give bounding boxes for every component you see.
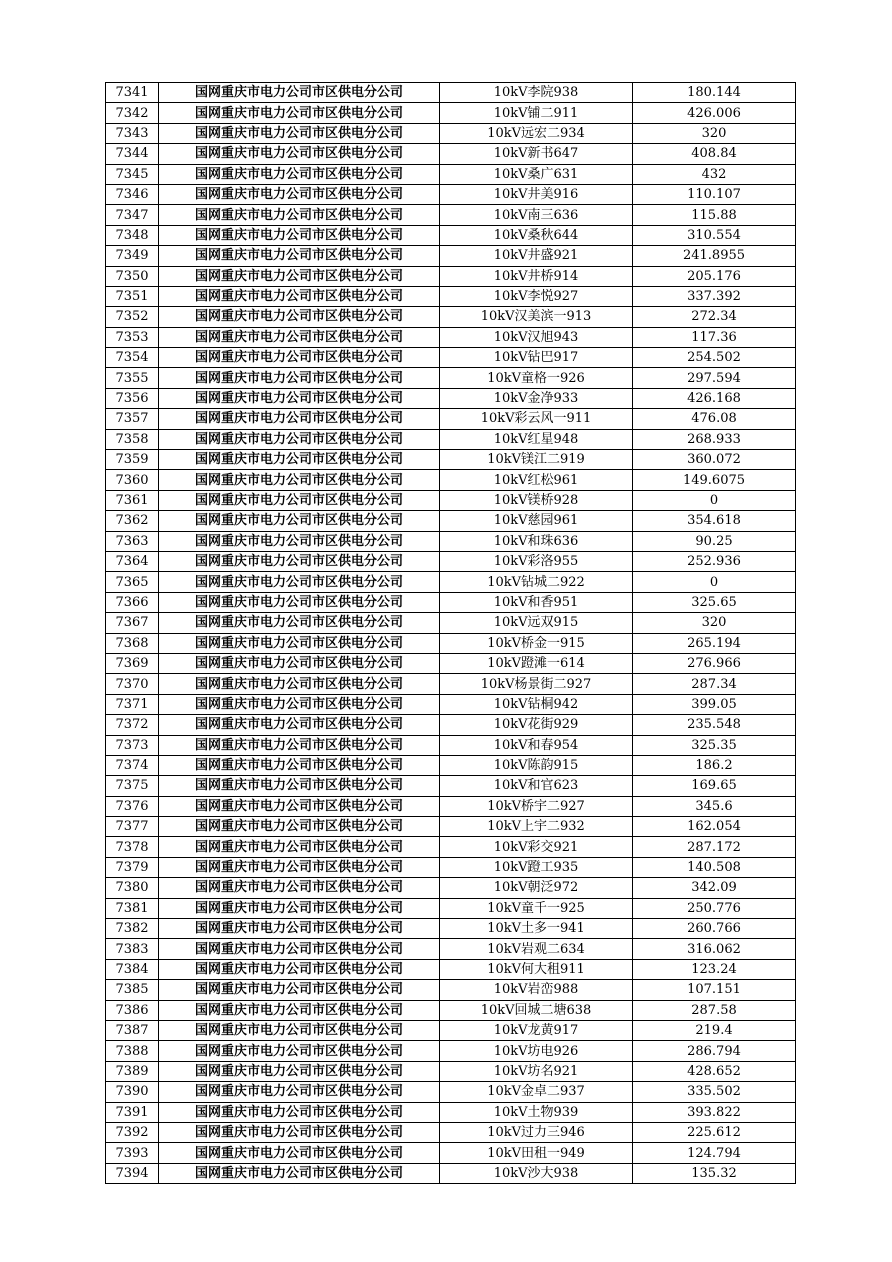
- company-cell: 国网重庆市电力公司市区供电分公司: [159, 898, 440, 918]
- line-cell: 10kV新书647: [440, 144, 633, 164]
- table-row: [106, 878, 796, 898]
- line-cell: 10kV土物939: [440, 1102, 633, 1122]
- value-cell: 337.392: [633, 286, 796, 306]
- table-row: [106, 592, 796, 612]
- table-row: [106, 144, 796, 164]
- row-id: 7358: [106, 429, 159, 449]
- company-cell: 国网重庆市电力公司市区供电分公司: [159, 776, 440, 796]
- row-id: 7365: [106, 572, 159, 592]
- row-id: 7362: [106, 511, 159, 531]
- row-id: 7389: [106, 1061, 159, 1081]
- value-cell: 110.107: [633, 184, 796, 204]
- company-cell: 国网重庆市电力公司市区供电分公司: [159, 1102, 440, 1122]
- value-cell: 268.933: [633, 429, 796, 449]
- row-id: 7384: [106, 959, 159, 979]
- table-row: [106, 531, 796, 551]
- company-cell: 国网重庆市电力公司市区供电分公司: [159, 450, 440, 470]
- line-cell: 10kV远双915: [440, 613, 633, 633]
- table-row: [106, 898, 796, 918]
- company-cell: 国网重庆市电力公司市区供电分公司: [159, 694, 440, 714]
- row-id: 7388: [106, 1041, 159, 1061]
- value-cell: 90.25: [633, 531, 796, 551]
- line-cell: 10kV回城二塘638: [440, 1000, 633, 1020]
- company-cell: 国网重庆市电力公司市区供电分公司: [159, 1020, 440, 1040]
- line-cell: 10kV杨景街二927: [440, 674, 633, 694]
- table-row: [106, 1143, 796, 1163]
- table-row: [106, 511, 796, 531]
- value-cell: 393.822: [633, 1102, 796, 1122]
- line-cell: 10kV桑秋644: [440, 225, 633, 245]
- table-row: [106, 368, 796, 388]
- row-id: 7370: [106, 674, 159, 694]
- table-row: [106, 776, 796, 796]
- line-cell: 10kV和香951: [440, 592, 633, 612]
- company-cell: 国网重庆市电力公司市区供电分公司: [159, 1041, 440, 1061]
- table-row: [106, 1061, 796, 1081]
- row-id: 7349: [106, 246, 159, 266]
- company-cell: 国网重庆市电力公司市区供电分公司: [159, 83, 440, 103]
- line-cell: 10kV红松961: [440, 470, 633, 490]
- row-id: 7359: [106, 450, 159, 470]
- table-row: [106, 103, 796, 123]
- line-cell: 10kV桑广631: [440, 164, 633, 184]
- line-cell: 10kV和珠636: [440, 531, 633, 551]
- table-body: [106, 83, 796, 1184]
- table-row: [106, 348, 796, 368]
- table-row: [106, 939, 796, 959]
- row-id: 7343: [106, 123, 159, 143]
- company-cell: 国网重庆市电力公司市区供电分公司: [159, 348, 440, 368]
- line-cell: 10kV岩峦988: [440, 980, 633, 1000]
- table-row: [106, 572, 796, 592]
- value-cell: 399.05: [633, 694, 796, 714]
- company-cell: 国网重庆市电力公司市区供电分公司: [159, 1061, 440, 1081]
- table-row: [106, 1082, 796, 1102]
- row-id: 7386: [106, 1000, 159, 1020]
- value-cell: 123.24: [633, 959, 796, 979]
- value-cell: 287.172: [633, 837, 796, 857]
- line-cell: 10kV李院938: [440, 83, 633, 103]
- value-cell: 428.652: [633, 1061, 796, 1081]
- table-row: [106, 551, 796, 571]
- line-cell: 10kV镁桥928: [440, 490, 633, 510]
- company-cell: 国网重庆市电力公司市区供电分公司: [159, 572, 440, 592]
- table-row: [106, 1122, 796, 1142]
- line-cell: 10kV钻巴917: [440, 348, 633, 368]
- company-cell: 国网重庆市电力公司市区供电分公司: [159, 490, 440, 510]
- company-cell: 国网重庆市电力公司市区供电分公司: [159, 980, 440, 1000]
- line-cell: 10kV彩交921: [440, 837, 633, 857]
- value-cell: 0: [633, 490, 796, 510]
- table-row: [106, 837, 796, 857]
- row-id: 7345: [106, 164, 159, 184]
- table-row: [106, 83, 796, 103]
- value-cell: 310.554: [633, 225, 796, 245]
- power-line-table-wrap: [105, 82, 787, 1184]
- table-row: [106, 246, 796, 266]
- value-cell: 149.6075: [633, 470, 796, 490]
- line-cell: 10kV桥宇二927: [440, 796, 633, 816]
- row-id: 7357: [106, 409, 159, 429]
- line-cell: 10kV和春954: [440, 735, 633, 755]
- company-cell: 国网重庆市电力公司市区供电分公司: [159, 368, 440, 388]
- line-cell: 10kV铺二911: [440, 103, 633, 123]
- table-row: [106, 959, 796, 979]
- row-id: 7382: [106, 919, 159, 939]
- company-cell: 国网重庆市电力公司市区供电分公司: [159, 429, 440, 449]
- company-cell: 国网重庆市电力公司市区供电分公司: [159, 327, 440, 347]
- row-id: 7347: [106, 205, 159, 225]
- value-cell: 320: [633, 123, 796, 143]
- line-cell: 10kV彩洛955: [440, 551, 633, 571]
- table-row: [106, 715, 796, 735]
- row-id: 7351: [106, 286, 159, 306]
- company-cell: 国网重庆市电力公司市区供电分公司: [159, 123, 440, 143]
- value-cell: 107.151: [633, 980, 796, 1000]
- line-cell: 10kV沙大938: [440, 1163, 633, 1183]
- line-cell: 10kV坊名921: [440, 1061, 633, 1081]
- company-cell: 国网重庆市电力公司市区供电分公司: [159, 857, 440, 877]
- row-id: 7361: [106, 490, 159, 510]
- row-id: 7353: [106, 327, 159, 347]
- company-cell: 国网重庆市电力公司市区供电分公司: [159, 225, 440, 245]
- value-cell: 135.32: [633, 1163, 796, 1183]
- row-id: 7381: [106, 898, 159, 918]
- line-cell: 10kV何大租911: [440, 959, 633, 979]
- value-cell: 265.194: [633, 633, 796, 653]
- value-cell: 252.936: [633, 551, 796, 571]
- table-row: [106, 429, 796, 449]
- value-cell: 186.2: [633, 755, 796, 775]
- line-cell: 10kV陈韵915: [440, 755, 633, 775]
- line-cell: 10kV远宏二934: [440, 123, 633, 143]
- line-cell: 10kV金净933: [440, 388, 633, 408]
- table-row: [106, 1020, 796, 1040]
- row-id: 7377: [106, 817, 159, 837]
- company-cell: 国网重庆市电力公司市区供电分公司: [159, 1163, 440, 1183]
- row-id: 7392: [106, 1122, 159, 1142]
- row-id: 7350: [106, 266, 159, 286]
- table-row: [106, 817, 796, 837]
- row-id: 7367: [106, 613, 159, 633]
- row-id: 7385: [106, 980, 159, 1000]
- line-cell: 10kV朝泛972: [440, 878, 633, 898]
- value-cell: 426.168: [633, 388, 796, 408]
- table-row: [106, 653, 796, 673]
- company-cell: 国网重庆市电力公司市区供电分公司: [159, 653, 440, 673]
- row-id: 7391: [106, 1102, 159, 1122]
- table-row: [106, 694, 796, 714]
- row-id: 7369: [106, 653, 159, 673]
- value-cell: 286.794: [633, 1041, 796, 1061]
- company-cell: 国网重庆市电力公司市区供电分公司: [159, 205, 440, 225]
- row-id: 7373: [106, 735, 159, 755]
- company-cell: 国网重庆市电力公司市区供电分公司: [159, 817, 440, 837]
- row-id: 7352: [106, 307, 159, 327]
- line-cell: 10kV坊电926: [440, 1041, 633, 1061]
- table-row: [106, 388, 796, 408]
- row-id: 7371: [106, 694, 159, 714]
- company-cell: 国网重庆市电力公司市区供电分公司: [159, 674, 440, 694]
- line-cell: 10kV过力三946: [440, 1122, 633, 1142]
- table-row: [106, 613, 796, 633]
- line-cell: 10kV慈园961: [440, 511, 633, 531]
- table-row: [106, 1000, 796, 1020]
- value-cell: 225.612: [633, 1122, 796, 1142]
- row-id: 7344: [106, 144, 159, 164]
- row-id: 7354: [106, 348, 159, 368]
- table-row: [106, 123, 796, 143]
- row-id: 7342: [106, 103, 159, 123]
- company-cell: 国网重庆市电力公司市区供电分公司: [159, 919, 440, 939]
- row-id: 7374: [106, 755, 159, 775]
- line-cell: 10kV钻桐942: [440, 694, 633, 714]
- line-cell: 10kV土多一941: [440, 919, 633, 939]
- line-cell: 10kV田租一949: [440, 1143, 633, 1163]
- line-cell: 10kV李悦927: [440, 286, 633, 306]
- company-cell: 国网重庆市电力公司市区供电分公司: [159, 735, 440, 755]
- value-cell: 325.65: [633, 592, 796, 612]
- table-row: [106, 225, 796, 245]
- value-cell: 162.054: [633, 817, 796, 837]
- value-cell: 124.794: [633, 1143, 796, 1163]
- value-cell: 476.08: [633, 409, 796, 429]
- value-cell: 408.84: [633, 144, 796, 164]
- table-row: [106, 409, 796, 429]
- line-cell: 10kV井美916: [440, 184, 633, 204]
- value-cell: 287.58: [633, 1000, 796, 1020]
- value-cell: 169.65: [633, 776, 796, 796]
- row-id: 7363: [106, 531, 159, 551]
- table-row: [106, 327, 796, 347]
- value-cell: 325.35: [633, 735, 796, 755]
- table-row: [106, 755, 796, 775]
- table-row: [106, 164, 796, 184]
- company-cell: 国网重庆市电力公司市区供电分公司: [159, 613, 440, 633]
- row-id: 7348: [106, 225, 159, 245]
- value-cell: 260.766: [633, 919, 796, 939]
- row-id: 7360: [106, 470, 159, 490]
- line-cell: 10kV金卓二937: [440, 1082, 633, 1102]
- table-row: [106, 980, 796, 1000]
- value-cell: 272.34: [633, 307, 796, 327]
- value-cell: 287.34: [633, 674, 796, 694]
- line-cell: 10kV南三636: [440, 205, 633, 225]
- row-id: 7383: [106, 939, 159, 959]
- value-cell: 241.8955: [633, 246, 796, 266]
- company-cell: 国网重庆市电力公司市区供电分公司: [159, 388, 440, 408]
- value-cell: 320: [633, 613, 796, 633]
- row-id: 7364: [106, 551, 159, 571]
- table-row: [106, 919, 796, 939]
- line-cell: 10kV和官623: [440, 776, 633, 796]
- table-row: [106, 286, 796, 306]
- value-cell: 219.4: [633, 1020, 796, 1040]
- row-id: 7356: [106, 388, 159, 408]
- row-id: 7355: [106, 368, 159, 388]
- row-id: 7376: [106, 796, 159, 816]
- table-row: [106, 490, 796, 510]
- value-cell: 342.09: [633, 878, 796, 898]
- row-id: 7380: [106, 878, 159, 898]
- value-cell: 117.36: [633, 327, 796, 347]
- line-cell: 10kV童千一925: [440, 898, 633, 918]
- row-id: 7394: [106, 1163, 159, 1183]
- company-cell: 国网重庆市电力公司市区供电分公司: [159, 959, 440, 979]
- company-cell: 国网重庆市电力公司市区供电分公司: [159, 715, 440, 735]
- table-row: [106, 307, 796, 327]
- company-cell: 国网重庆市电力公司市区供电分公司: [159, 144, 440, 164]
- table-row: [106, 205, 796, 225]
- table-row: [106, 266, 796, 286]
- value-cell: 297.594: [633, 368, 796, 388]
- line-cell: 10kV镁江二919: [440, 450, 633, 470]
- row-id: 7368: [106, 633, 159, 653]
- company-cell: 国网重庆市电力公司市区供电分公司: [159, 939, 440, 959]
- value-cell: 115.88: [633, 205, 796, 225]
- value-cell: 360.072: [633, 450, 796, 470]
- value-cell: 250.776: [633, 898, 796, 918]
- company-cell: 国网重庆市电力公司市区供电分公司: [159, 837, 440, 857]
- company-cell: 国网重庆市电力公司市区供电分公司: [159, 286, 440, 306]
- line-cell: 10kV钻城二922: [440, 572, 633, 592]
- company-cell: 国网重庆市电力公司市区供电分公司: [159, 103, 440, 123]
- company-cell: 国网重庆市电力公司市区供电分公司: [159, 531, 440, 551]
- company-cell: 国网重庆市电力公司市区供电分公司: [159, 1000, 440, 1020]
- line-cell: 10kV红星948: [440, 429, 633, 449]
- value-cell: 140.508: [633, 857, 796, 877]
- row-id: 7366: [106, 592, 159, 612]
- value-cell: 205.176: [633, 266, 796, 286]
- company-cell: 国网重庆市电力公司市区供电分公司: [159, 796, 440, 816]
- company-cell: 国网重庆市电力公司市区供电分公司: [159, 878, 440, 898]
- value-cell: 235.548: [633, 715, 796, 735]
- company-cell: 国网重庆市电力公司市区供电分公司: [159, 266, 440, 286]
- value-cell: 345.6: [633, 796, 796, 816]
- table-row: [106, 857, 796, 877]
- table-row: [106, 450, 796, 470]
- table-row: [106, 1041, 796, 1061]
- row-id: 7379: [106, 857, 159, 877]
- line-cell: 10kV花街929: [440, 715, 633, 735]
- value-cell: 316.062: [633, 939, 796, 959]
- value-cell: 0: [633, 572, 796, 592]
- table-row: [106, 470, 796, 490]
- company-cell: 国网重庆市电力公司市区供电分公司: [159, 551, 440, 571]
- value-cell: 432: [633, 164, 796, 184]
- value-cell: 276.966: [633, 653, 796, 673]
- company-cell: 国网重庆市电力公司市区供电分公司: [159, 307, 440, 327]
- value-cell: 426.006: [633, 103, 796, 123]
- value-cell: 354.618: [633, 511, 796, 531]
- value-cell: 180.144: [633, 83, 796, 103]
- line-cell: 10kV上宇二932: [440, 817, 633, 837]
- company-cell: 国网重庆市电力公司市区供电分公司: [159, 1143, 440, 1163]
- line-cell: 10kV桥金一915: [440, 633, 633, 653]
- row-id: 7341: [106, 83, 159, 103]
- line-cell: 10kV汉美滨一913: [440, 307, 633, 327]
- row-id: 7375: [106, 776, 159, 796]
- company-cell: 国网重庆市电力公司市区供电分公司: [159, 592, 440, 612]
- row-id: 7346: [106, 184, 159, 204]
- line-cell: 10kV井盛921: [440, 246, 633, 266]
- line-cell: 10kV蹬工935: [440, 857, 633, 877]
- company-cell: 国网重庆市电力公司市区供电分公司: [159, 1122, 440, 1142]
- value-cell: 335.502: [633, 1082, 796, 1102]
- table-row: [106, 1102, 796, 1122]
- row-id: 7390: [106, 1082, 159, 1102]
- company-cell: 国网重庆市电力公司市区供电分公司: [159, 409, 440, 429]
- company-cell: 国网重庆市电力公司市区供电分公司: [159, 470, 440, 490]
- table-row: [106, 735, 796, 755]
- line-cell: 10kV蹬滩一614: [440, 653, 633, 673]
- row-id: 7372: [106, 715, 159, 735]
- line-cell: 10kV彩云风一911: [440, 409, 633, 429]
- company-cell: 国网重庆市电力公司市区供电分公司: [159, 1082, 440, 1102]
- row-id: 7387: [106, 1020, 159, 1040]
- row-id: 7393: [106, 1143, 159, 1163]
- value-cell: 254.502: [633, 348, 796, 368]
- company-cell: 国网重庆市电力公司市区供电分公司: [159, 755, 440, 775]
- line-cell: 10kV岩观二634: [440, 939, 633, 959]
- table-row: [106, 674, 796, 694]
- table-row: [106, 633, 796, 653]
- table-row: [106, 1163, 796, 1183]
- table-row: [106, 184, 796, 204]
- company-cell: 国网重庆市电力公司市区供电分公司: [159, 511, 440, 531]
- company-cell: 国网重庆市电力公司市区供电分公司: [159, 164, 440, 184]
- company-cell: 国网重庆市电力公司市区供电分公司: [159, 246, 440, 266]
- company-cell: 国网重庆市电力公司市区供电分公司: [159, 184, 440, 204]
- line-cell: 10kV汉旭943: [440, 327, 633, 347]
- table-row: [106, 796, 796, 816]
- power-line-table: [105, 82, 796, 1184]
- line-cell: 10kV童格一926: [440, 368, 633, 388]
- line-cell: 10kV井桥914: [440, 266, 633, 286]
- row-id: 7378: [106, 837, 159, 857]
- line-cell: 10kV龙黄917: [440, 1020, 633, 1040]
- company-cell: 国网重庆市电力公司市区供电分公司: [159, 633, 440, 653]
